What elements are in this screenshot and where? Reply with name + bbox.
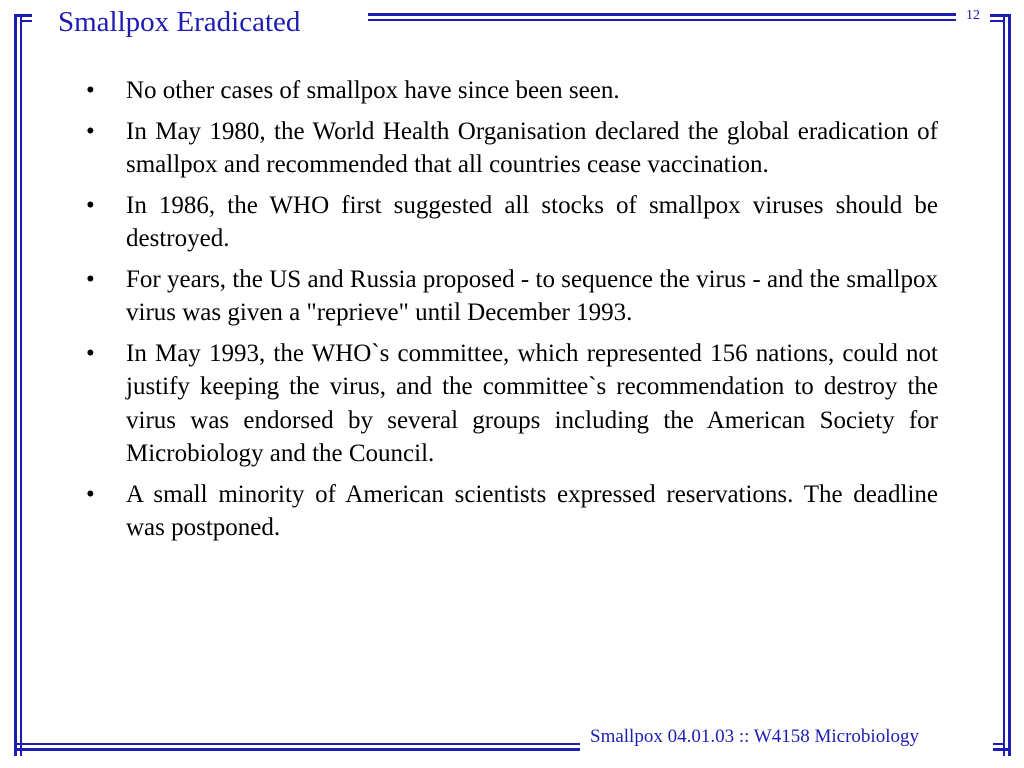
bullet-icon: •	[86, 480, 95, 508]
bullet-icon: •	[86, 265, 95, 293]
bullet-item	[82, 115, 938, 182]
bullet-item	[82, 74, 938, 108]
slide-title: Smallpox Eradicated	[58, 6, 301, 38]
bullet-text: In May 1980, the World Health Organisation declared the global eradication of smallpox and recommended that all countries cease vaccination.	[126, 117, 938, 178]
slide-footer: Smallpox 04.01.03 :: W4158 Microbiology	[590, 726, 919, 747]
bullet-icon: •	[86, 339, 95, 367]
bullet-item	[82, 263, 938, 330]
bullet-text: For years, the US and Russia proposed - to sequence the virus - and the smallpox virus was given a "reprieve" until December 1993.	[126, 265, 938, 326]
bullet-list	[82, 74, 938, 552]
bullet-icon: •	[86, 117, 95, 145]
bullet-text: In May 1993, the WHO`s committee, which represented 156 nations, could not justify keeping the virus, and the committee`s recommendation to destroy the virus was endorsed by several groups including the American Society for Microbiology and the Council.	[126, 339, 938, 467]
bullet-item	[82, 189, 938, 256]
bullet-icon: •	[86, 77, 95, 104]
bullet-icon: •	[86, 191, 95, 219]
page-number: 12	[966, 8, 980, 23]
bullet-item	[82, 478, 938, 545]
bullet-text: No other cases of smallpox have since been seen.	[126, 77, 620, 104]
bullet-text: In 1986, the WHO first suggested all stocks of smallpox viruses should be destroyed.	[126, 191, 938, 252]
bullet-item	[82, 337, 938, 471]
bullet-text: A small minority of American scientists expressed reservations. The deadline was postponed.	[126, 480, 938, 541]
